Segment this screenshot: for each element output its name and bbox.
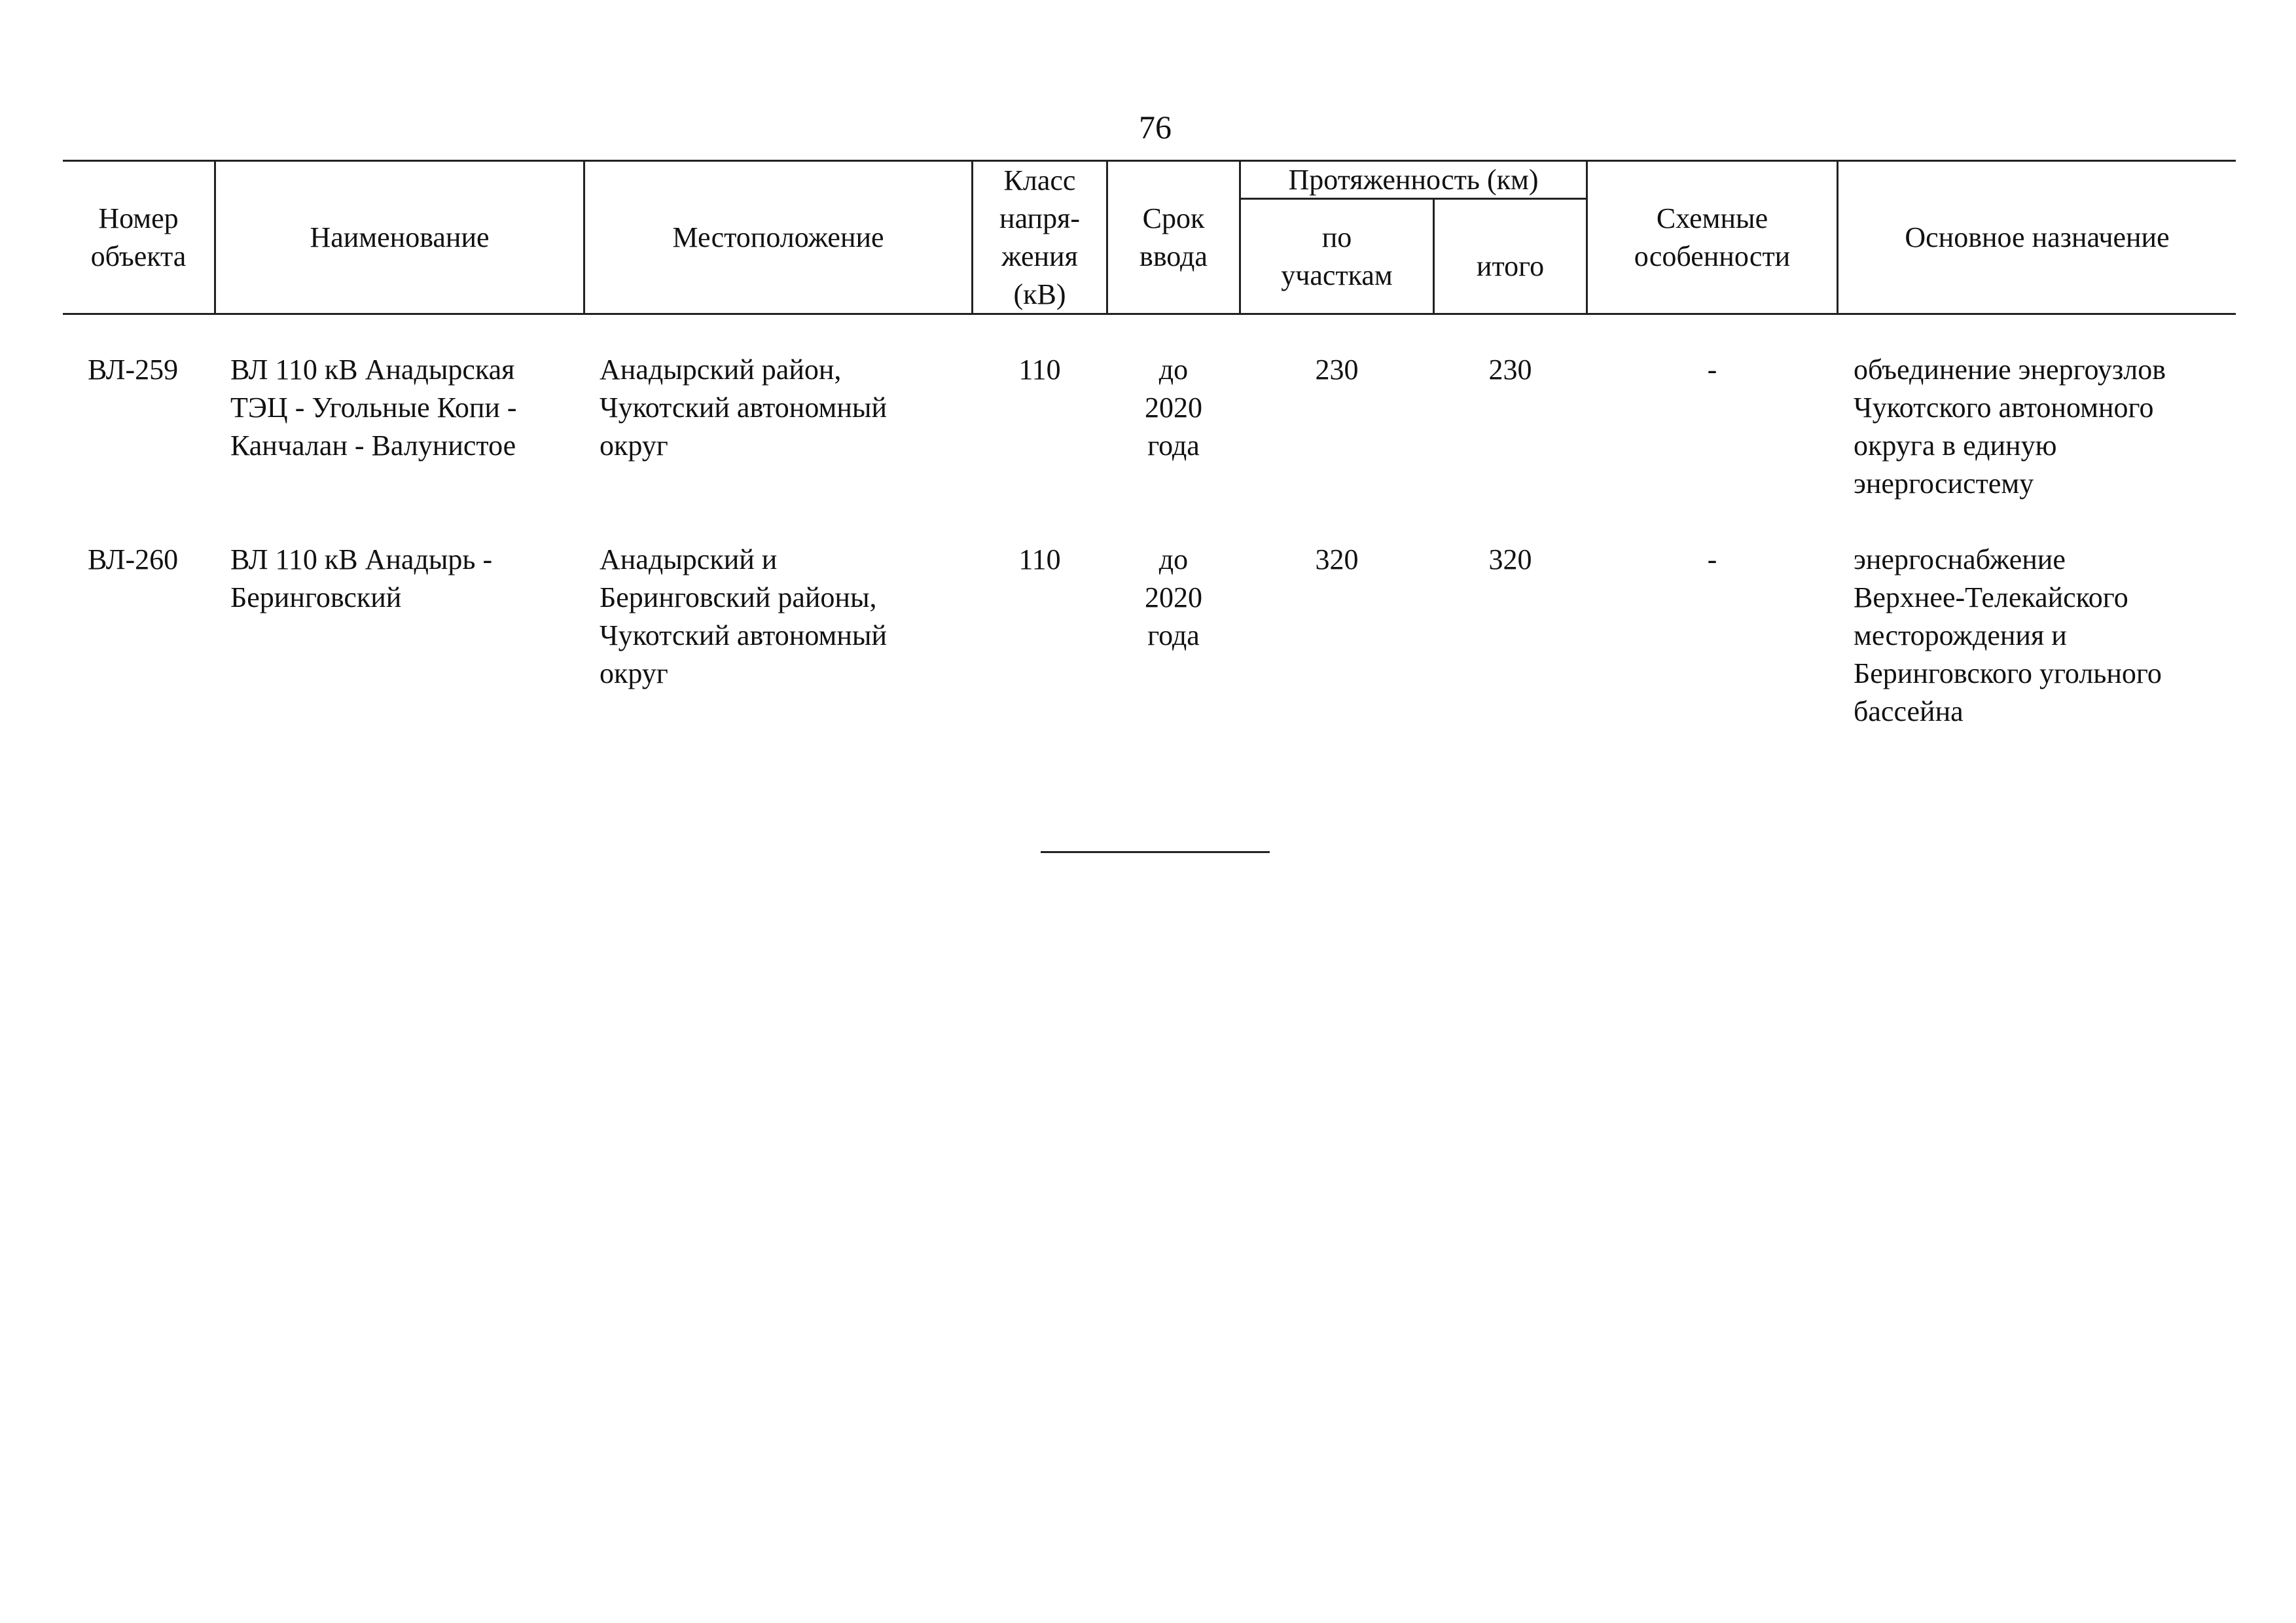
row-1-by-sections: 230 xyxy=(1315,354,1359,386)
row-2-name: ВЛ 110 кВ Анадырь - Беринговский xyxy=(230,543,493,613)
header-total: итого xyxy=(1476,249,1545,282)
header-length-group: Протяженность (км) xyxy=(1288,163,1539,196)
row-2-voltage: 110 xyxy=(1018,543,1061,575)
row-1-purpose: объединение энергоузлов Чукотского автономного округа в единую энергосистему xyxy=(1854,354,2166,500)
header-purpose: Основное назначение xyxy=(1905,221,2170,253)
header-features: Схемные особенности xyxy=(1634,202,1791,272)
row-1-features: - xyxy=(1707,354,1717,386)
row-1-voltage: 110 xyxy=(1018,354,1061,386)
row-1-number: ВЛ-259 xyxy=(88,354,179,386)
row-2-total: 320 xyxy=(1488,543,1532,575)
row-1-name: ВЛ 110 кВ Анадырская ТЭЦ - Угольные Копи - Канчалан - Валунистое xyxy=(230,354,517,462)
row-1-total: 230 xyxy=(1488,354,1532,386)
row-2-purpose: энергоснабжение Верхнее-Телекайского месторождения и Беринговского угольного бассейна xyxy=(1854,543,2162,727)
header-number: Номер объекта xyxy=(90,202,187,272)
header-voltage: Класс напря- жения (кВ) xyxy=(999,164,1080,310)
row-2-location: Анадырский и Беринговский районы, Чукотский автономный округ xyxy=(600,543,887,689)
header-term: Срок ввода xyxy=(1139,202,1208,272)
row-1-location: Анадырский район, Чукотский автономный округ xyxy=(600,354,887,462)
row-1-term: до 2020 года xyxy=(1145,354,1202,462)
page-number: 76 xyxy=(1139,109,1172,145)
row-2-number: ВЛ-260 xyxy=(88,543,179,575)
table-header-bottom-rule xyxy=(63,313,2236,315)
end-of-section-rule xyxy=(1041,851,1270,853)
row-2-by-sections: 320 xyxy=(1315,543,1359,575)
row-2-term: до 2020 года xyxy=(1145,543,1202,651)
row-2-features: - xyxy=(1707,543,1717,575)
header-location: Местоположение xyxy=(672,221,884,253)
header-name: Наименование xyxy=(310,221,490,253)
header-by-sections: по участкам xyxy=(1281,221,1393,291)
